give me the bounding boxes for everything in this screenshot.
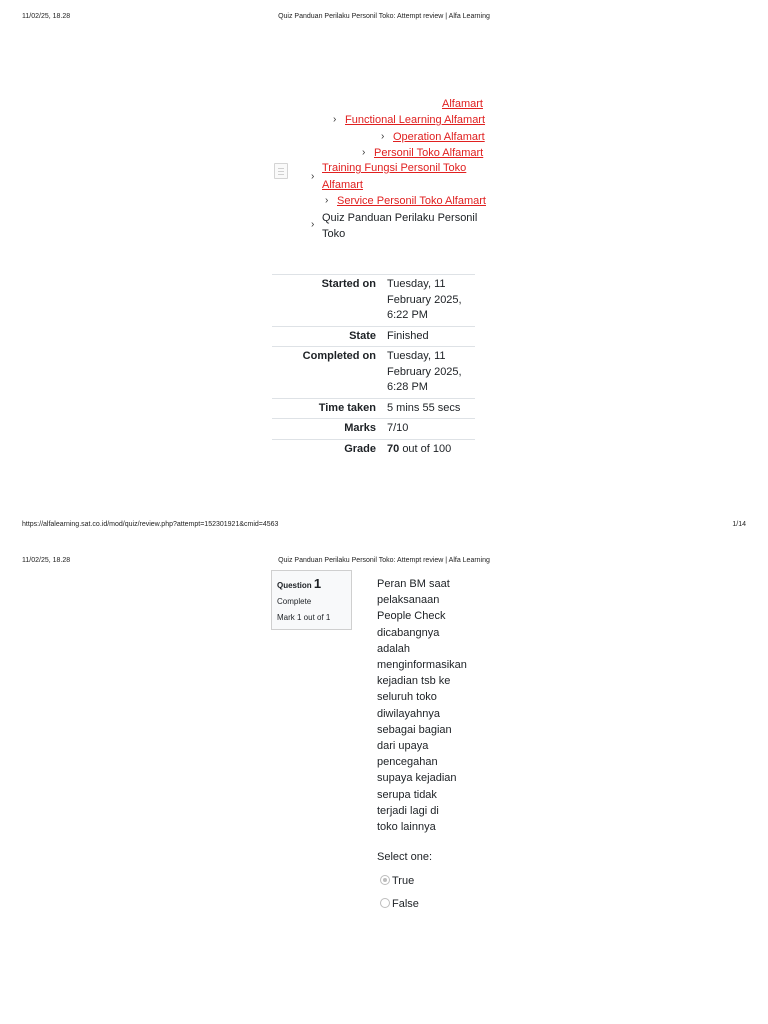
- chevron-right-icon: ›: [311, 171, 315, 182]
- question-text-line: pencegahan: [377, 756, 438, 769]
- summary-value-line: February 2025,: [387, 365, 462, 378]
- chevron-right-icon: ›: [333, 114, 337, 125]
- answer-option-false[interactable]: [380, 898, 419, 910]
- summary-value: [382, 439, 475, 459]
- summary-row-marks: [272, 419, 475, 440]
- question-info-box: [271, 570, 352, 630]
- breadcrumb-link[interactable]: Alfamart: [322, 179, 363, 191]
- question-text-line: serupa tidak: [377, 788, 437, 801]
- question-text-line: diwilayahnya: [377, 707, 440, 720]
- summary-value: Finished: [387, 329, 429, 342]
- question-text-line: dicabangnya: [377, 626, 440, 639]
- breadcrumb-item-operation[interactable]: [393, 129, 485, 145]
- question-text-line: sebagai bagian: [377, 723, 452, 736]
- question-text-line: pelaksanaan: [377, 594, 440, 607]
- summary-value: [382, 275, 475, 327]
- question-text-line: People Check: [377, 610, 446, 623]
- breadcrumb-link[interactable]: Functional Learning Alfamart: [345, 114, 486, 126]
- summary-row-started: [272, 275, 475, 327]
- course-icon: [274, 163, 288, 179]
- select-one-prompt: Select one:: [377, 851, 433, 863]
- question-text-line: seluruh toko: [377, 691, 437, 704]
- question-state: Complete: [277, 597, 312, 606]
- question-text-line: Peran BM saat: [377, 578, 450, 590]
- summary-value: 5 mins 55 secs: [387, 401, 461, 414]
- summary-label: Grade: [344, 442, 376, 455]
- summary-value: [382, 347, 475, 399]
- answer-option-label: False: [392, 898, 419, 910]
- breadcrumb-link[interactable]: Alfamart: [442, 98, 483, 110]
- answer-option-true[interactable]: [380, 875, 414, 887]
- breadcrumb-link[interactable]: Personil Toko Alfamart: [374, 147, 484, 159]
- summary-label: State: [349, 329, 376, 342]
- print-title: Quiz Panduan Perilaku Personil Toko: Attempt review | Alfa Learning: [278, 13, 490, 20]
- question-text-line: kejadian tsb ke: [377, 675, 451, 688]
- radio-selected-icon[interactable]: [380, 875, 390, 885]
- chevron-right-icon: ›: [381, 131, 385, 142]
- breadcrumb-link[interactable]: Service Personil Toko Alfamart: [337, 195, 486, 207]
- summary-row-grade: [272, 439, 475, 459]
- chevron-right-icon: ›: [325, 195, 329, 206]
- summary-label: Started on: [321, 278, 376, 290]
- question-number-value: 1: [313, 576, 322, 591]
- breadcrumb-item-service-personil[interactable]: [337, 193, 486, 209]
- print-date: 11/02/25, 18.28: [22, 557, 71, 564]
- radio-unselected-icon[interactable]: [380, 898, 390, 908]
- question-text-line: adalah: [377, 642, 411, 655]
- question-number: [277, 576, 351, 591]
- summary-value-line: February 2025,: [387, 293, 462, 306]
- print-page-number: 1/14: [732, 521, 746, 528]
- question-text: [377, 576, 477, 835]
- summary-value-line: Tuesday, 11: [387, 278, 446, 290]
- chevron-right-icon: ›: [362, 147, 366, 158]
- summary-label: Marks: [344, 422, 376, 434]
- breadcrumb-item-training-fungsi[interactable]: [322, 160, 466, 176]
- summary-row-state: [272, 326, 475, 347]
- question-text-line: toko lainnya: [377, 821, 436, 834]
- summary-value-line: Tuesday, 11: [387, 350, 446, 362]
- breadcrumb-current-cont: Toko: [322, 228, 346, 240]
- print-footer: [22, 521, 746, 533]
- breadcrumb-link[interactable]: Operation Alfamart: [393, 131, 485, 143]
- summary-value-line: 6:22 PM: [387, 309, 428, 321]
- breadcrumb-current: Quiz Panduan Perilaku Personil: [322, 212, 478, 224]
- breadcrumb-item-alfamart[interactable]: [442, 96, 483, 112]
- breadcrumb-item-functional-learning[interactable]: [345, 112, 485, 128]
- print-header: [22, 557, 746, 569]
- question-label: Question: [277, 581, 312, 590]
- print-date: 11/02/25, 18.28: [22, 13, 71, 20]
- attempt-summary-table: [272, 274, 475, 459]
- question-text-line: menginformasikan: [377, 659, 467, 672]
- grade-suffix: out of 100: [402, 442, 452, 455]
- print-header: [22, 13, 746, 25]
- grade-value: 70: [387, 442, 400, 455]
- question-text-line: supaya kejadian: [377, 772, 457, 785]
- print-title: Quiz Panduan Perilaku Personil Toko: Attempt review | Alfa Learning: [278, 557, 490, 564]
- question-text-line: terjadi lagi di: [377, 804, 439, 817]
- answer-option-label: True: [392, 875, 415, 887]
- print-url: https://alfalearning.sat.co.id/mod/quiz/review.php?attempt=152301921&cmid=4563: [22, 521, 279, 528]
- breadcrumb-item-personil-toko[interactable]: [374, 145, 483, 161]
- summary-value: 7/10: [387, 422, 409, 434]
- breadcrumb-link[interactable]: Training Fungsi Personil Toko: [322, 162, 467, 174]
- summary-row-time-taken: [272, 398, 475, 419]
- summary-row-completed: [272, 347, 475, 399]
- breadcrumb-item-training-fungsi-cont[interactable]: [322, 177, 363, 193]
- summary-value-line: 6:28 PM: [387, 381, 428, 393]
- summary-label: Time taken: [318, 401, 376, 414]
- question-text-line: dari upaya: [377, 740, 429, 753]
- chevron-right-icon: ›: [311, 219, 315, 230]
- summary-label: Completed on: [302, 350, 376, 362]
- question-mark: Mark 1 out of 1: [277, 613, 331, 622]
